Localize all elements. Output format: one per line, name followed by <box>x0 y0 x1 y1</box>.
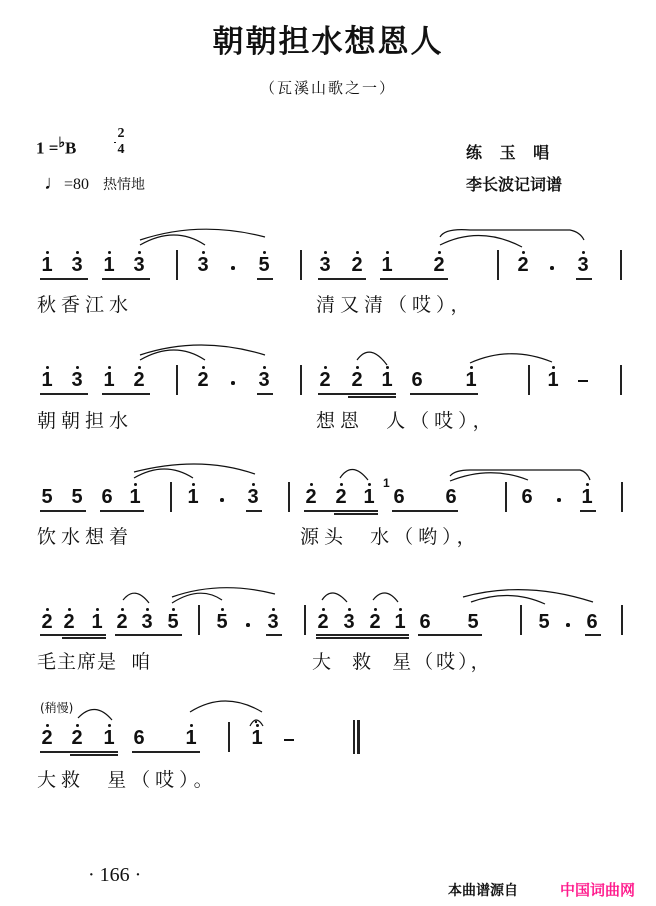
bar-line <box>288 482 290 512</box>
augmentation-dot <box>550 266 554 270</box>
beam-underline <box>580 510 596 512</box>
bar-line <box>620 365 622 395</box>
note: 6 <box>393 486 405 508</box>
lyric-segment: 大救 星（哎）。 <box>37 769 218 791</box>
note: 3 <box>258 369 270 391</box>
song-title: 朝朝担水想恩人 <box>212 24 444 60</box>
octave-dot <box>324 251 327 254</box>
octave-dot <box>121 608 124 611</box>
page-number: · 166 · <box>88 864 142 886</box>
bar-line <box>170 482 172 512</box>
key-prefix: 1 = <box>36 138 59 158</box>
note: 1 <box>187 486 199 508</box>
bar-line <box>621 482 623 512</box>
octave-dot <box>138 251 141 254</box>
beam-underline <box>380 278 448 280</box>
note: 1 <box>381 254 393 276</box>
note: 1 <box>91 611 103 633</box>
octave-dot <box>256 724 259 727</box>
bar-line <box>198 605 200 635</box>
note: 1 <box>103 254 115 276</box>
bar-line <box>304 605 306 635</box>
lyric-segment: 朝朝担水 <box>37 410 134 432</box>
augmentation-dot <box>231 266 235 270</box>
octave-dot <box>68 608 71 611</box>
transcriber-credit: 李长波记词谱 <box>466 175 563 194</box>
beam-underline <box>576 278 592 280</box>
octave-dot <box>399 608 402 611</box>
beam-underline <box>304 510 378 512</box>
note: 2 <box>369 611 381 633</box>
note: 1 <box>103 369 115 391</box>
octave-dot <box>348 608 351 611</box>
note: 2 <box>71 727 83 749</box>
beam-underline <box>410 393 478 395</box>
note: 1 <box>129 486 141 508</box>
beam-underline <box>318 393 396 395</box>
octave-dot <box>340 483 343 486</box>
octave-dot <box>221 608 224 611</box>
singer-credit: 练 玉 唱 <box>466 143 556 162</box>
octave-dot <box>190 724 193 727</box>
note: 3 <box>267 611 279 633</box>
octave-dot <box>322 608 325 611</box>
note: 1 <box>185 727 197 749</box>
octave-dot <box>263 366 266 369</box>
octave-dot <box>386 366 389 369</box>
note: 3 <box>577 254 589 276</box>
beam-underline <box>418 634 482 636</box>
beam-underline-double <box>62 637 106 639</box>
augmentation-dot <box>231 381 235 385</box>
note: 3 <box>133 254 145 276</box>
beam-underline-double <box>316 637 409 639</box>
note: 6 <box>445 486 457 508</box>
note: 6 <box>101 486 113 508</box>
octave-dot <box>202 251 205 254</box>
octave-dot <box>46 251 49 254</box>
song-subtitle: （瓦溪山歌之一） <box>259 79 396 97</box>
key-signature <box>36 135 76 159</box>
note: 6 <box>411 369 423 391</box>
lyric-segment: 大 救 星（哎）， <box>312 651 493 673</box>
beam-underline <box>40 510 86 512</box>
lyric-segment: 饮水想着 <box>37 526 134 548</box>
beam-underline <box>100 510 144 512</box>
tempo-marking <box>44 172 145 195</box>
note: 1 <box>381 369 393 391</box>
octave-dot <box>108 724 111 727</box>
bar-line <box>620 250 622 280</box>
note: 3 <box>247 486 259 508</box>
augmentation-dot <box>220 498 224 502</box>
bar-line <box>176 365 178 395</box>
lyric-segment: 毛主席是 咱 <box>37 651 152 673</box>
note: 5 <box>167 611 179 633</box>
octave-dot <box>76 366 79 369</box>
octave-dot <box>582 251 585 254</box>
octave-dot <box>552 366 555 369</box>
bar-line <box>528 365 530 395</box>
note: 2 <box>197 369 209 391</box>
beam-underline-double <box>334 513 378 515</box>
expression-mark: 热情地 <box>103 177 146 193</box>
bar-line <box>228 722 230 752</box>
note: 2 <box>133 369 145 391</box>
octave-dot <box>386 251 389 254</box>
bar-line <box>497 250 499 280</box>
note: 1 <box>41 254 53 276</box>
beam-underline <box>102 278 150 280</box>
note: 3 <box>319 254 331 276</box>
note: 6 <box>586 611 598 633</box>
octave-dot <box>368 483 371 486</box>
octave-dot <box>172 608 175 611</box>
bar-line <box>621 605 623 635</box>
note: 2 <box>351 254 363 276</box>
source-label: 本曲谱源自 <box>448 883 518 899</box>
note: 5 <box>538 611 550 633</box>
note: 2 <box>305 486 317 508</box>
octave-dot <box>310 483 313 486</box>
lyric-segment: 源头 水（哟）， <box>300 526 481 548</box>
octave-dot <box>272 608 275 611</box>
lyric-segment: 秋香江水 <box>37 294 134 316</box>
beam-underline-double <box>348 396 396 398</box>
beam-underline <box>257 278 273 280</box>
note: 2 <box>319 369 331 391</box>
lyric-segment: 清又清（哎）， <box>316 294 475 316</box>
octave-dot <box>374 608 377 611</box>
beam-underline <box>40 751 118 753</box>
lyric-segment: 想恩 人（哎）， <box>316 410 497 432</box>
beam-underline <box>40 278 88 280</box>
octave-dot <box>134 483 137 486</box>
augmentation-dot <box>566 623 570 627</box>
note: 3 <box>71 369 83 391</box>
beam-underline <box>132 751 200 753</box>
beam-underline <box>266 634 282 636</box>
octave-dot <box>76 724 79 727</box>
quarter-note-icon: ♩ <box>44 172 64 194</box>
note: 1 <box>251 727 263 749</box>
bar-line <box>300 365 302 395</box>
octave-dot <box>356 366 359 369</box>
beam-underline <box>318 278 366 280</box>
note: 1 <box>103 727 115 749</box>
augmentation-dot <box>246 623 250 627</box>
octave-dot <box>46 724 49 727</box>
time-signature <box>114 126 128 158</box>
note: 5 <box>216 611 228 633</box>
octave-dot <box>586 483 589 486</box>
beam-underline <box>40 634 106 636</box>
bar-line <box>300 250 302 280</box>
note: 3 <box>343 611 355 633</box>
note: 3 <box>71 254 83 276</box>
note: 2 <box>116 611 128 633</box>
note: 1 <box>363 486 375 508</box>
beam-underline <box>115 634 182 636</box>
key-letter: B <box>65 138 77 158</box>
note: 2 <box>433 254 445 276</box>
grace-note: 1 <box>383 476 390 490</box>
octave-dot <box>96 608 99 611</box>
tempo-value: =80 <box>64 176 90 193</box>
note: 5 <box>467 611 479 633</box>
note: 5 <box>71 486 83 508</box>
octave-dot <box>522 251 525 254</box>
octave-dot <box>252 483 255 486</box>
bar-line <box>176 250 178 280</box>
octave-dot <box>146 608 149 611</box>
final-bar-thin <box>353 720 355 754</box>
note: 2 <box>335 486 347 508</box>
beam-underline <box>585 634 601 636</box>
beam-underline <box>257 393 273 395</box>
octave-dot <box>470 366 473 369</box>
octave-dot <box>438 251 441 254</box>
note: 2 <box>41 611 53 633</box>
note: 3 <box>141 611 153 633</box>
note: 3 <box>197 254 209 276</box>
extension-dash <box>284 739 294 741</box>
note: 1 <box>547 369 559 391</box>
octave-dot <box>108 251 111 254</box>
source-site-link[interactable]: 中国词曲网 <box>560 881 636 899</box>
octave-dot <box>108 366 111 369</box>
beam-underline <box>102 393 150 395</box>
note: 6 <box>419 611 431 633</box>
octave-dot <box>356 251 359 254</box>
octave-dot <box>138 366 141 369</box>
octave-dot <box>46 608 49 611</box>
note: 2 <box>317 611 329 633</box>
flat-icon: ♭ <box>58 136 66 151</box>
beam-underline-double <box>70 754 118 756</box>
beam-underline <box>40 393 88 395</box>
octave-dot <box>324 366 327 369</box>
extension-dash <box>578 380 588 382</box>
time-bottom: 4 <box>117 142 125 157</box>
octave-dot <box>263 251 266 254</box>
octave-dot <box>76 251 79 254</box>
octave-dot <box>46 366 49 369</box>
octave-dot <box>192 483 195 486</box>
time-top: 2 <box>117 126 125 141</box>
note: 2 <box>41 727 53 749</box>
note: 6 <box>133 727 145 749</box>
bar-line <box>520 605 522 635</box>
note: 2 <box>517 254 529 276</box>
note: 1 <box>465 369 477 391</box>
note: 5 <box>41 486 53 508</box>
beam-underline <box>246 510 262 512</box>
augmentation-dot <box>557 498 561 502</box>
note: 2 <box>351 369 363 391</box>
beam-underline <box>392 510 458 512</box>
time-bar <box>114 142 116 143</box>
note: 2 <box>63 611 75 633</box>
note: 1 <box>394 611 406 633</box>
note: 1 <box>581 486 593 508</box>
note: 5 <box>258 254 270 276</box>
octave-dot <box>202 366 205 369</box>
tempo-change-mark: (稍慢) <box>40 701 74 715</box>
bar-line <box>505 482 507 512</box>
final-bar-thick <box>357 720 360 754</box>
beam-underline <box>316 634 409 636</box>
note: 1 <box>41 369 53 391</box>
note: 6 <box>521 486 533 508</box>
